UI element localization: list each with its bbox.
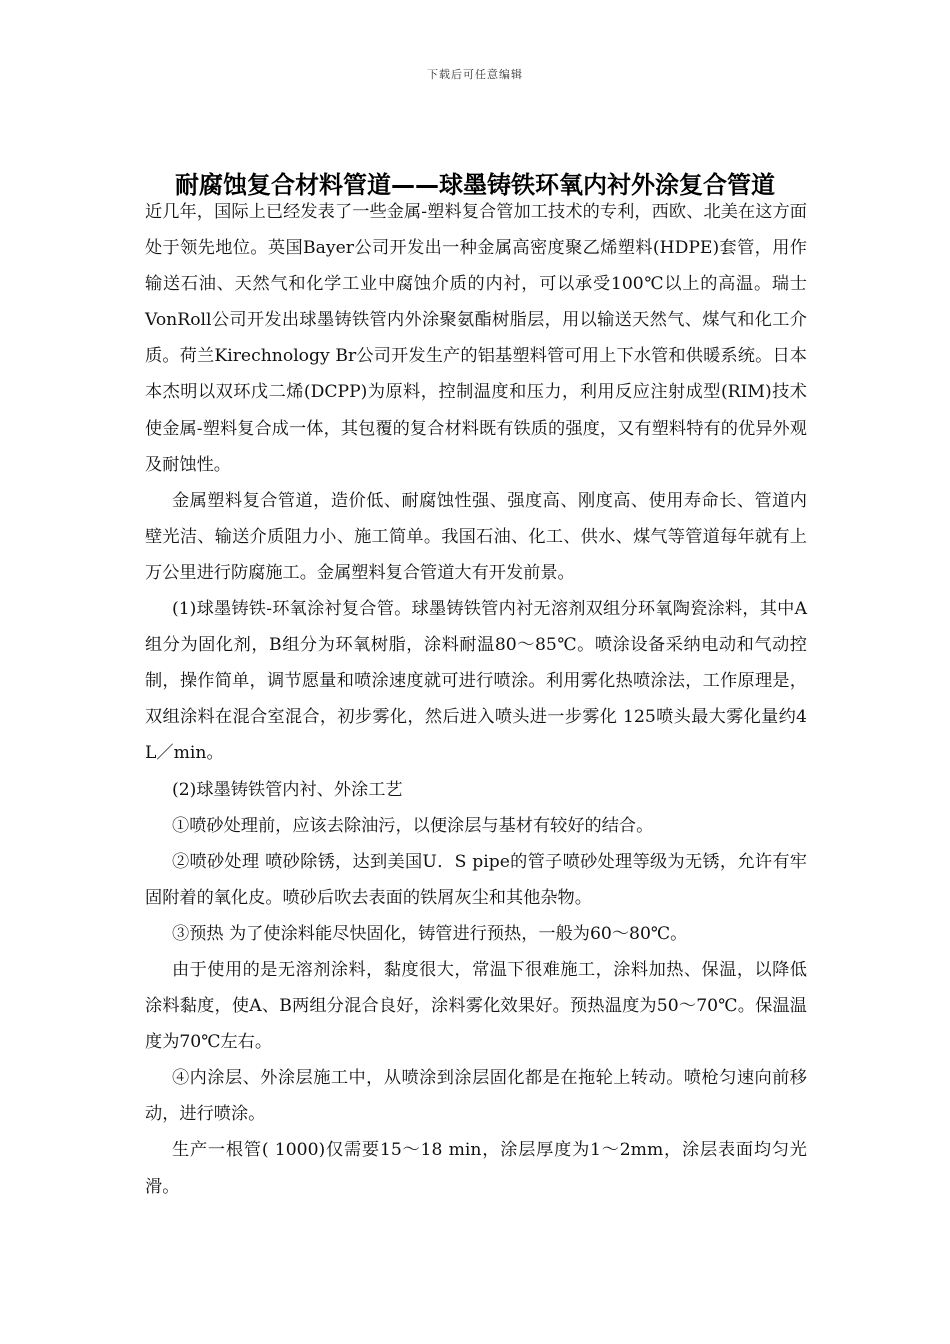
paragraph-step-2: ②喷砂处理 喷砂除锈，达到美国U．S pipe的管子喷砂处理等级为无锈，允许有牢固附着的氧化皮。喷砂后吹去表面的铁屑灰尘和其他杂物。 [145,851,807,908]
paragraph-section-2-heading: (2)球墨铸铁管内衬、外涂工艺 [172,779,403,800]
paragraph-intro: 近几年，国际上已经发表了一些金属-塑料复合管加工技术的专利，西欧、北美在这方面处于领先地位。英国Bayer公司开发出一种金属高密度聚乙烯塑料(HDPE)套管，用作输送石油、天然气和化学工业中腐蚀介质的内衬，可以承受100℃以上的高温。瑞士VonRoll公司开发出球墨铸铁管内外涂聚氨酯树脂层，用以输送天然气、煤气和化工介质。荷兰Kirechnology Br公司开发生产的铝基塑料管可用上下水管和供暖系统。日本本杰明以双环戊二烯(DCPP)为原料，控制温度和压力，利用反应注射成型(RIM)技术使金属-塑料复合成一体，其包覆的复合材料既有铁质的强度，又有塑料特有的优异外观及耐蚀性。 [145,202,807,475]
paragraph-preheat-detail: 由于使用的是无溶剂涂料，黏度很大，常温下很难施工，涂料加热、保温，以降低涂料黏度，使A、B两组分混合良好，涂料雾化效果好。预热温度为50～70℃。保温温度为70℃左右。 [145,959,807,1053]
paragraph-production: 生产一根管( 1000)仅需要15～18 min，涂层厚度为1～2mm，涂层表面均匀光滑。 [145,1140,807,1197]
paragraph-section-1: (1)球墨铸铁-环氧涂衬复合管。球墨铸铁管内衬无溶剂双组分环氧陶瓷涂料，其中A组分为固化剂，B组分为环氧树脂，涂料耐温80～85℃。喷涂设备采纳电动和气动控制，操作简单，调节愿量和喷涂速度就可进行喷涂。利用雾化热喷涂法，工作原理是，双组涂料在混合室混合，初步雾化，然后进入喷头进一步雾化 125喷头最大雾化量约4 L／min。 [145,599,807,764]
paragraph-step-1: ①喷砂处理前，应该去除油污，以便涂层与基材有较好的结合。 [172,815,654,836]
document-body [145,194,807,1205]
paragraph-step-4: ④内涂层、外涂层施工中，从喷涂到涂层固化都是在拖轮上转动。喷枪匀速向前移动，进行喷涂。 [145,1068,807,1125]
document-title: 耐腐蚀复合材料管道——球墨铸铁环氧内衬外涂复合管道 [175,171,775,200]
page-header-note: 下载后可任意编辑 [427,68,523,81]
paragraph-step-3: ③预热 为了使涂料能尽快固化，铸管进行预热，一般为60～80℃。 [172,923,688,944]
paragraph-advantages: 金属塑料复合管道，造价低、耐腐蚀性强、强度高、刚度高、使用寿命长、管道内壁光洁、输送介质阻力小、施工简单。我国石油、化工、供水、煤气等管道每年就有上万公里进行防腐施工。金属塑料复合管道大有开发前景。 [145,490,807,583]
